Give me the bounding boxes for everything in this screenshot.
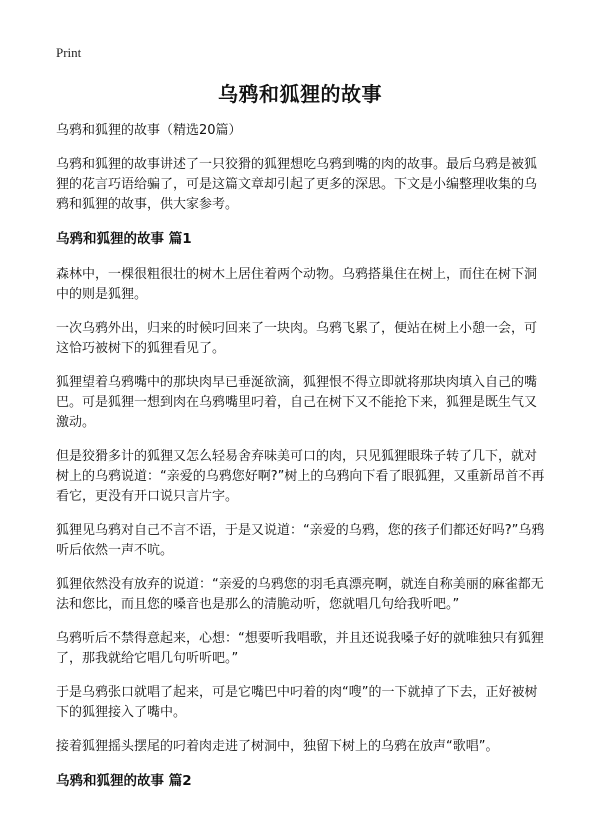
- story-paragraph-3: 狐狸望着乌鸦嘴中的那块肉早已垂涎欲滴，狐狸恨不得立即就将那块肉填入自己的嘴巴。可是狐狸一想到肉在乌鸦嘴里叼着，自己在树下又不能抢下来，狐狸是既生气又激动。: [56, 375, 538, 430]
- story-paragraph-1: 森林中，一棵很粗很壮的树木上居住着两个动物。乌鸦搭巢住在树上，而住在树下洞中的则是狐狸。: [56, 267, 538, 302]
- story-paragraph-6: 狐狸依然没有放弃的说道：“亲爱的乌鸦您的羽毛真漂亮啊，就连自称美丽的麻雀都无法和您比，而且您的嗓音也是那么的清脆动听，您就唱几句给我听吧。”: [56, 577, 544, 612]
- story-paragraph-4: 但是狡猾多计的狐狸又怎么轻易舍弃味美可口的肉，只见狐狸眼珠子转了几下，就对树上的乌鸦说道：“亲爱的乌鸦您好啊?”树上的乌鸦向下看了眼狐狸，又重新昂首不再看它，更没有开口说只言片字。: [56, 449, 545, 504]
- article-summary: 乌鸦和狐狸的故事讲述了一只狡猾的狐狸想吃乌鸦到嘴的肉的故事。最后乌鸦是被狐狸的花言巧语给骗了，可是这篇文章却引起了更多的深思。下文是小编整理收集的乌鸦和狐狸的故事，供大家参考。: [56, 157, 538, 212]
- story-paragraph-9: 接着狐狸摇头摆尾的叼着肉走进了树洞中，独留下树上的乌鸦在放声“歌唱”。: [56, 739, 499, 754]
- section-heading-1: 乌鸦和狐狸的故事 篇1: [56, 231, 192, 247]
- article-body: [56, 121, 548, 807]
- story-paragraph-2: 一次乌鸦外出，归来的时候叼回来了一块肉。乌鸦飞累了，便站在树上小憩一会，可这恰巧被树下的狐狸看见了。: [56, 321, 538, 356]
- article-subtitle: 乌鸦和狐狸的故事（精选20篇）: [56, 123, 242, 138]
- story-paragraph-5: 狐狸见乌鸦对自己不言不语，于是又说道：“亲爱的乌鸦，您的孩子们都还好吗?”乌鸦听后依然一声不吭。: [56, 523, 545, 558]
- section-heading-2: 乌鸦和狐狸的故事 篇2: [56, 773, 192, 789]
- story-paragraph-8: 于是乌鸦张口就唱了起来，可是它嘴巴中叼着的肉“嗖”的一下就掉了下去，正好被树下的狐狸接入了嘴中。: [56, 685, 538, 720]
- story-paragraph-7: 乌鸦听后不禁得意起来，心想：“想要听我唱歌，并且还说我嗓子好的就唯独只有狐狸了，那我就给它唱几句听听吧。”: [56, 631, 544, 666]
- page-title: 乌鸦和狐狸的故事: [218, 82, 382, 106]
- print-label: Print: [56, 45, 82, 60]
